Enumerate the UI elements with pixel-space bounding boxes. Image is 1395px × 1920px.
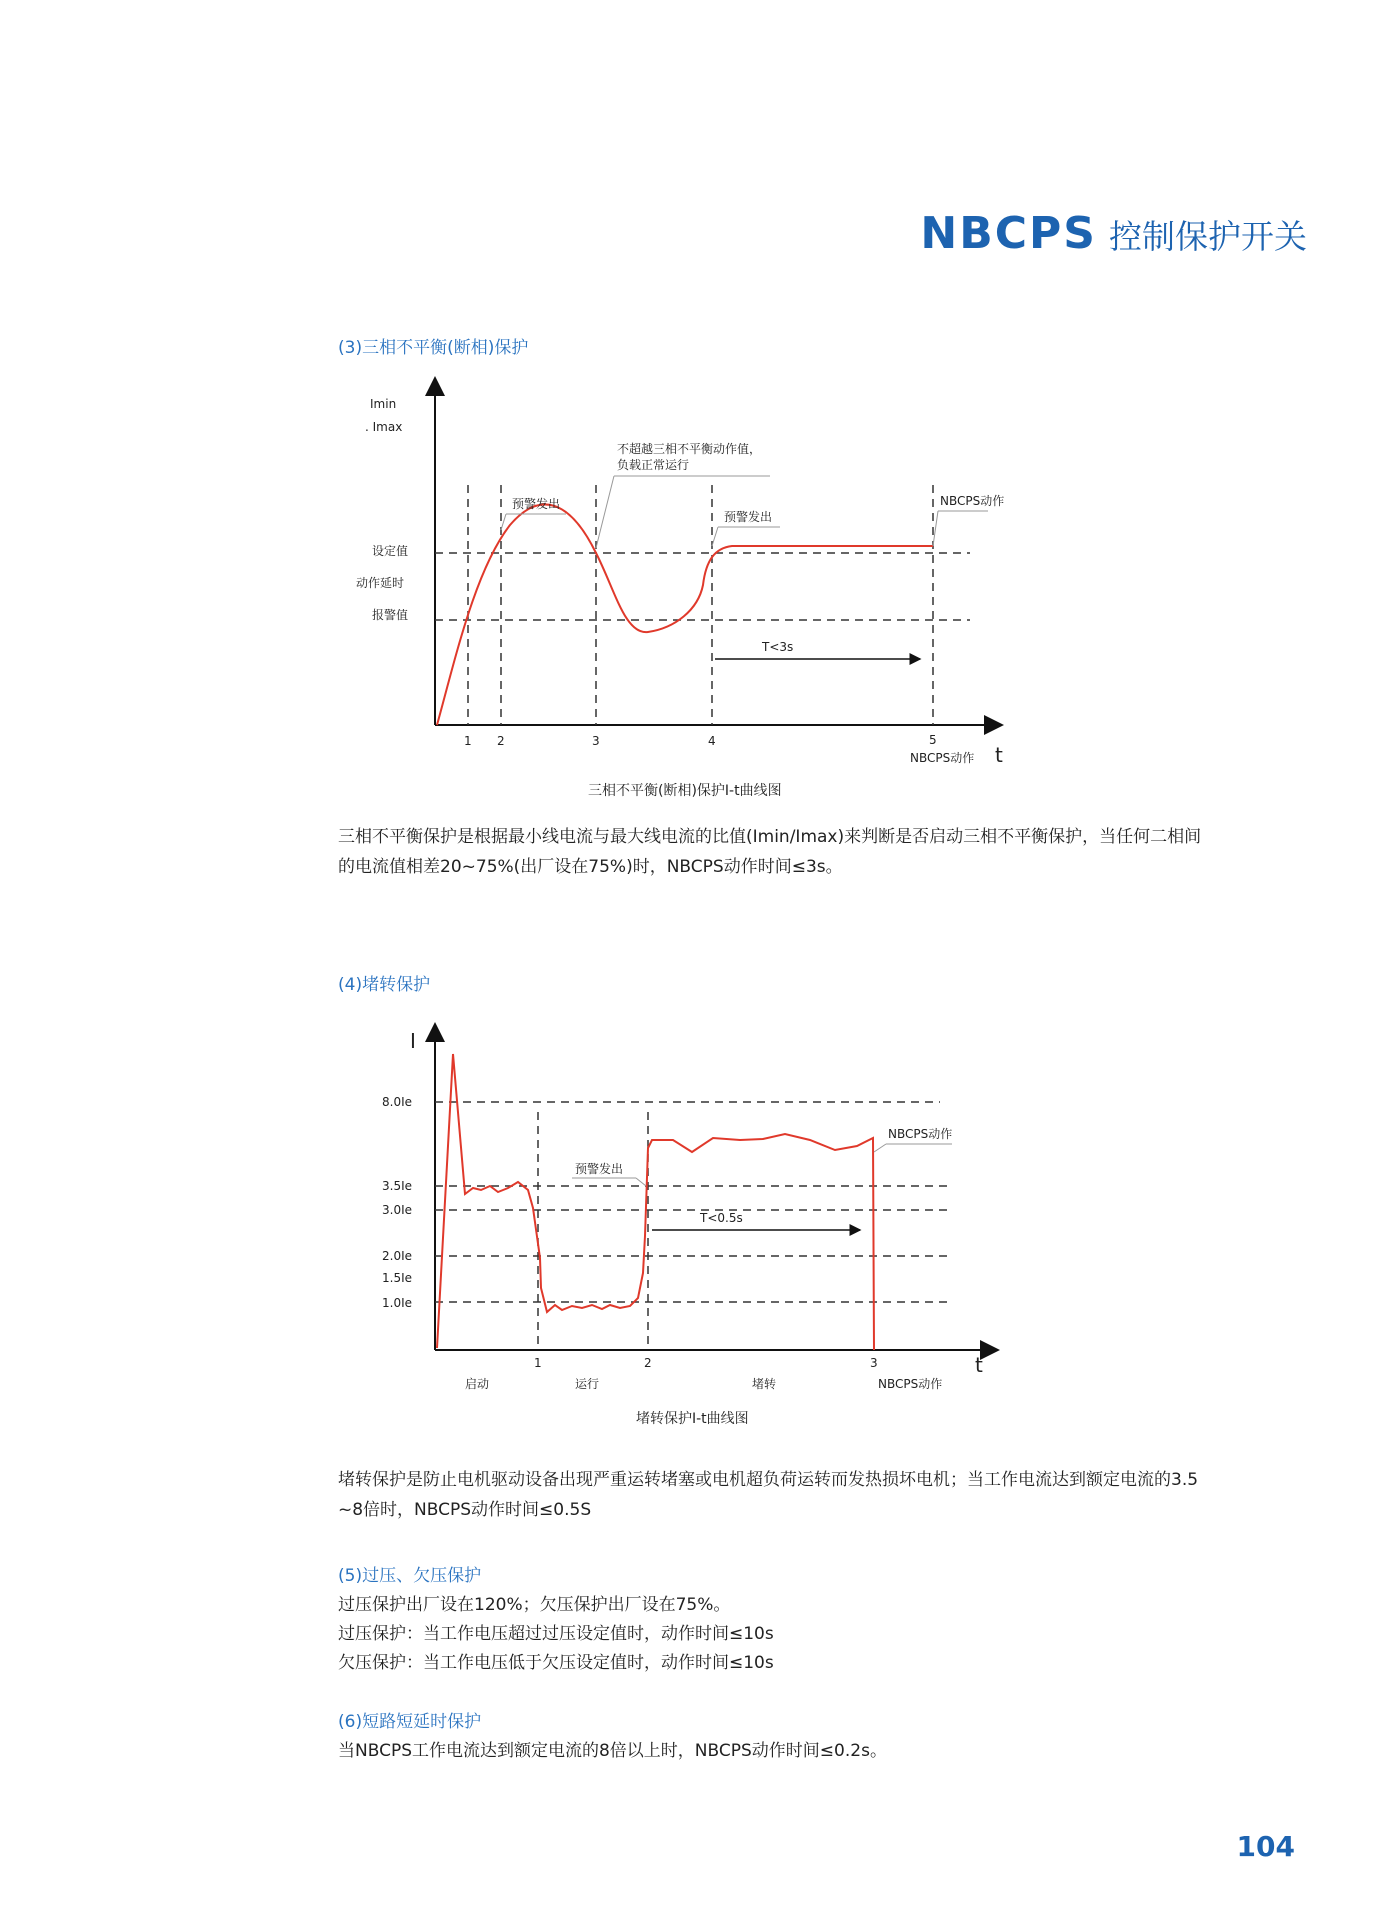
level-label-alarm: 报警值: [372, 608, 409, 622]
section4-title: (4)堵转保护: [338, 975, 431, 995]
level-label-setting: 设定值: [372, 544, 409, 558]
annot-normal-1: 不超越三相不平衡动作值，: [617, 442, 762, 456]
x-tick-2: 2: [644, 1356, 652, 1370]
section5-title: (5)过压、欠压保护: [338, 1566, 482, 1586]
chart-locked-rotor: [340, 1018, 1020, 1398]
y-label-imin: Imin: [370, 397, 397, 411]
section6-line-1: 当NBCPS工作电流达到额定电流的8倍以上时，NBCPS动作时间≤0.2s。: [338, 1741, 887, 1761]
annot-action: NBCPS动作: [888, 1127, 953, 1141]
x-tick-4: 4: [708, 734, 716, 748]
annot-delay: T<3s: [762, 640, 794, 654]
section3-line-2: 的电流值相差20~75%(出厂设在75%)时，NBCPS动作时间≤3s。: [338, 857, 843, 877]
annot-warn: 预警发出: [575, 1162, 624, 1176]
annot-delay: T<0.5s: [700, 1211, 743, 1225]
x-tick-2: 2: [497, 734, 505, 748]
brand-title: NBCPS: [920, 208, 1097, 259]
x-tick-3: 3: [870, 1356, 878, 1370]
annot-warn1: 预警发出: [512, 497, 561, 511]
x-tick-1: 1: [464, 734, 472, 748]
x-axis-label: t: [975, 1353, 983, 1377]
phase-action: NBCPS动作: [878, 1377, 943, 1391]
section3-title: (3)三相不平衡(断相)保护: [338, 338, 529, 358]
annot-warn2: 预警发出: [724, 510, 773, 524]
level-1.5: 1.5Ie: [382, 1271, 413, 1285]
level-8.0: 8.0Ie: [382, 1095, 413, 1109]
x-tick-1: 1: [534, 1356, 542, 1370]
level-2.0: 2.0Ie: [382, 1249, 413, 1263]
annot-normal-2: 负载正常运行: [617, 458, 690, 472]
section4-paragraph: [338, 1465, 1313, 1525]
level-label-delay: 动作延时: [356, 576, 405, 590]
x-tick-5: 5: [929, 733, 937, 747]
level-3.0: 3.0Ie: [382, 1203, 413, 1217]
section3-line-1: 三相不平衡保护是根据最小线电流与最大线电流的比值(Imin/Imax)来判断是否启动三相不平衡保护，当任何二相间: [338, 827, 1202, 847]
y-axis-label: I: [410, 1029, 416, 1053]
locked-rotor-curve: [437, 1054, 874, 1350]
level-3.5: 3.5Ie: [382, 1179, 413, 1193]
section5-line-1: 过压保护出厂设在120%；欠压保护出厂设在75%。: [338, 1595, 731, 1615]
chart4-caption: 堵转保护I-t曲线图: [636, 1411, 749, 1427]
chart-three-phase-unbalance: [340, 370, 1020, 770]
page-header: [920, 208, 1307, 259]
x-tick-3: 3: [592, 734, 600, 748]
phase-start: 启动: [465, 1377, 490, 1391]
section3-paragraph: [338, 822, 1313, 882]
unbalance-curve: [437, 504, 933, 725]
level-1.0: 1.0Ie: [382, 1296, 413, 1310]
section4-line-2: ~8倍时，NBCPS动作时间≤0.5S: [338, 1500, 592, 1520]
brand-subtitle: 控制保护开关: [1109, 217, 1307, 256]
x-tick-5-note: NBCPS动作: [910, 751, 975, 765]
page-number: 104: [1236, 1830, 1295, 1863]
section5-line-3: 欠压保护：当工作电压低于欠压设定值时，动作时间≤10s: [338, 1653, 774, 1673]
x-axis-label: t: [995, 743, 1003, 767]
chart3-caption: 三相不平衡(断相)保护I-t曲线图: [588, 783, 782, 799]
annot-action: NBCPS动作: [940, 494, 1005, 508]
phase-locked: 堵转: [752, 1377, 777, 1391]
section6-title: (6)短路短延时保护: [338, 1712, 482, 1732]
section5-line-2: 过压保护：当工作电压超过过压设定值时，动作时间≤10s: [338, 1624, 774, 1644]
y-label-imax: . Imax: [365, 420, 403, 434]
section4-line-1: 堵转保护是防止电机驱动设备出现严重运转堵塞或电机超负荷运转而发热损坏电机；当工作电流达到额定电流的3.5: [338, 1470, 1199, 1490]
phase-run: 运行: [575, 1377, 600, 1391]
